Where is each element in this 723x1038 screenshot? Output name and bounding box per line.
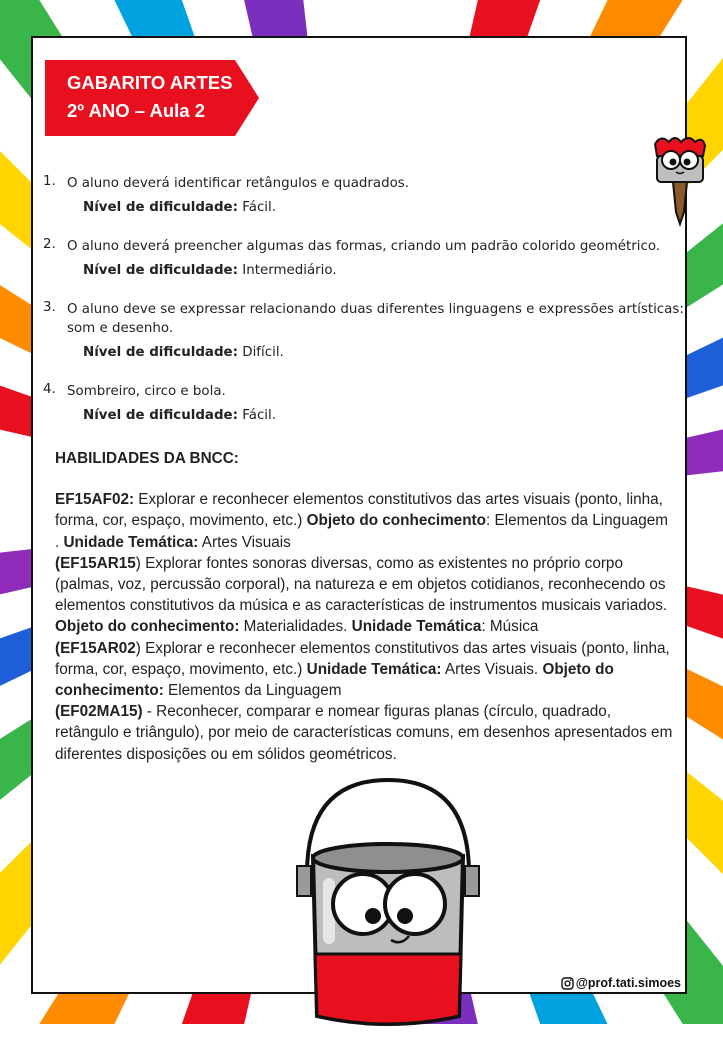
object-value: Elementos da Linguagem (163, 682, 342, 700)
unit-label: Unidade Temática (351, 618, 482, 636)
object-value: Materialidades. (239, 618, 352, 636)
difficulty-line (83, 406, 691, 425)
object-label: Objeto do conhecimento (306, 512, 486, 530)
question-text-continued: som e desenho. (67, 321, 174, 336)
question-text: O aluno deverá preencher algumas das formas, criando um padrão colorido geométrico. (67, 239, 661, 254)
difficulty-value: Fácil. (242, 408, 277, 423)
skill-text: ) Explorar e reconhecer elementos constitutivos das artes visuais (ponto, linha, forma, cor, espaço, movimento, etc.) (55, 639, 670, 678)
skill-text: ) Explorar fontes sonoras diversas, como as existentes no próprio corpo (palmas, voz, percussão corporal), na natureza e em objetos cotidianos, reconhecendo os elementos constitutivos da música e as características de instrumentos musicais variados. (55, 554, 668, 615)
questions-section (43, 174, 691, 425)
banner-subtitle: 2º ANO – Aula 2 (67, 100, 206, 121)
difficulty-label: Nível de dificuldade: (83, 408, 238, 423)
unit-value: : Música (481, 618, 539, 636)
bncc-title: HABILIDADES DA BNCC: (55, 450, 239, 467)
banner-title: GABARITO ARTES (67, 72, 233, 93)
difficulty-value: Intermediário. (242, 263, 337, 278)
unit-label: Unidade Temática: (306, 660, 442, 678)
question-text: O aluno deve se expressar relacionando duas diferentes linguagens e expressões artísticas: (67, 302, 684, 317)
question-text: O aluno deverá identificar retângulos e quadrados. (67, 176, 410, 191)
difficulty-line (83, 198, 691, 217)
difficulty-line (83, 261, 691, 280)
object-label: Objeto do conhecimento: (55, 660, 614, 700)
skill-text: - Reconhecer, comparar e nomear figuras planas (círculo, quadrado, retângulo e triângulo), por meio de características comuns, em desenhos apresentados em diferentes disposições ou em sólidos geométricos. (55, 703, 673, 763)
difficulty-label: Nível de dificuldade: (83, 200, 238, 215)
paint-bucket-mascot-icon (293, 778, 483, 1038)
question-3 (43, 300, 691, 362)
skill-code: (EF15AR02 (55, 639, 136, 657)
object-value: : Elementos da Linguagem . (55, 512, 668, 551)
unit-value: Artes Visuais (198, 533, 291, 551)
skill-text: Explorar e reconhecer elementos constitutivos das artes visuais (ponto, linha, forma, cor, espaço, movimento, etc.) (55, 491, 663, 530)
skill-code: EF15AF02: (55, 491, 135, 509)
difficulty-line (83, 343, 691, 362)
object-label: Objeto do conhecimento: (55, 618, 240, 636)
difficulty-value: Fácil. (242, 200, 277, 215)
skill-code: (EF15AR15 (55, 554, 136, 572)
question-number: 1. (43, 174, 56, 189)
instagram-icon (561, 977, 574, 990)
skill-code: (EF02MA15) (55, 703, 143, 721)
question-4 (43, 382, 691, 425)
author-credit (561, 976, 681, 990)
question-number: 2. (43, 237, 56, 252)
question-number: 4. (43, 382, 56, 397)
bncc-paragraph (55, 489, 675, 765)
title-banner (45, 60, 259, 136)
answer-key-page (31, 36, 687, 994)
question-2 (43, 237, 691, 280)
unit-value: Artes Visuais. (441, 660, 543, 678)
question-text: Sombreiro, circo e bola. (67, 384, 226, 399)
bncc-skills-section (55, 448, 675, 765)
question-1 (43, 174, 691, 217)
unit-label: Unidade Temática: (63, 533, 199, 551)
credit-handle: @prof.tati.simoes (575, 976, 681, 990)
difficulty-value: Difícil. (242, 345, 284, 360)
difficulty-label: Nível de dificuldade: (83, 345, 238, 360)
difficulty-label: Nível de dificuldade: (83, 263, 238, 278)
question-number: 3. (43, 300, 56, 315)
questions-list (43, 174, 691, 425)
